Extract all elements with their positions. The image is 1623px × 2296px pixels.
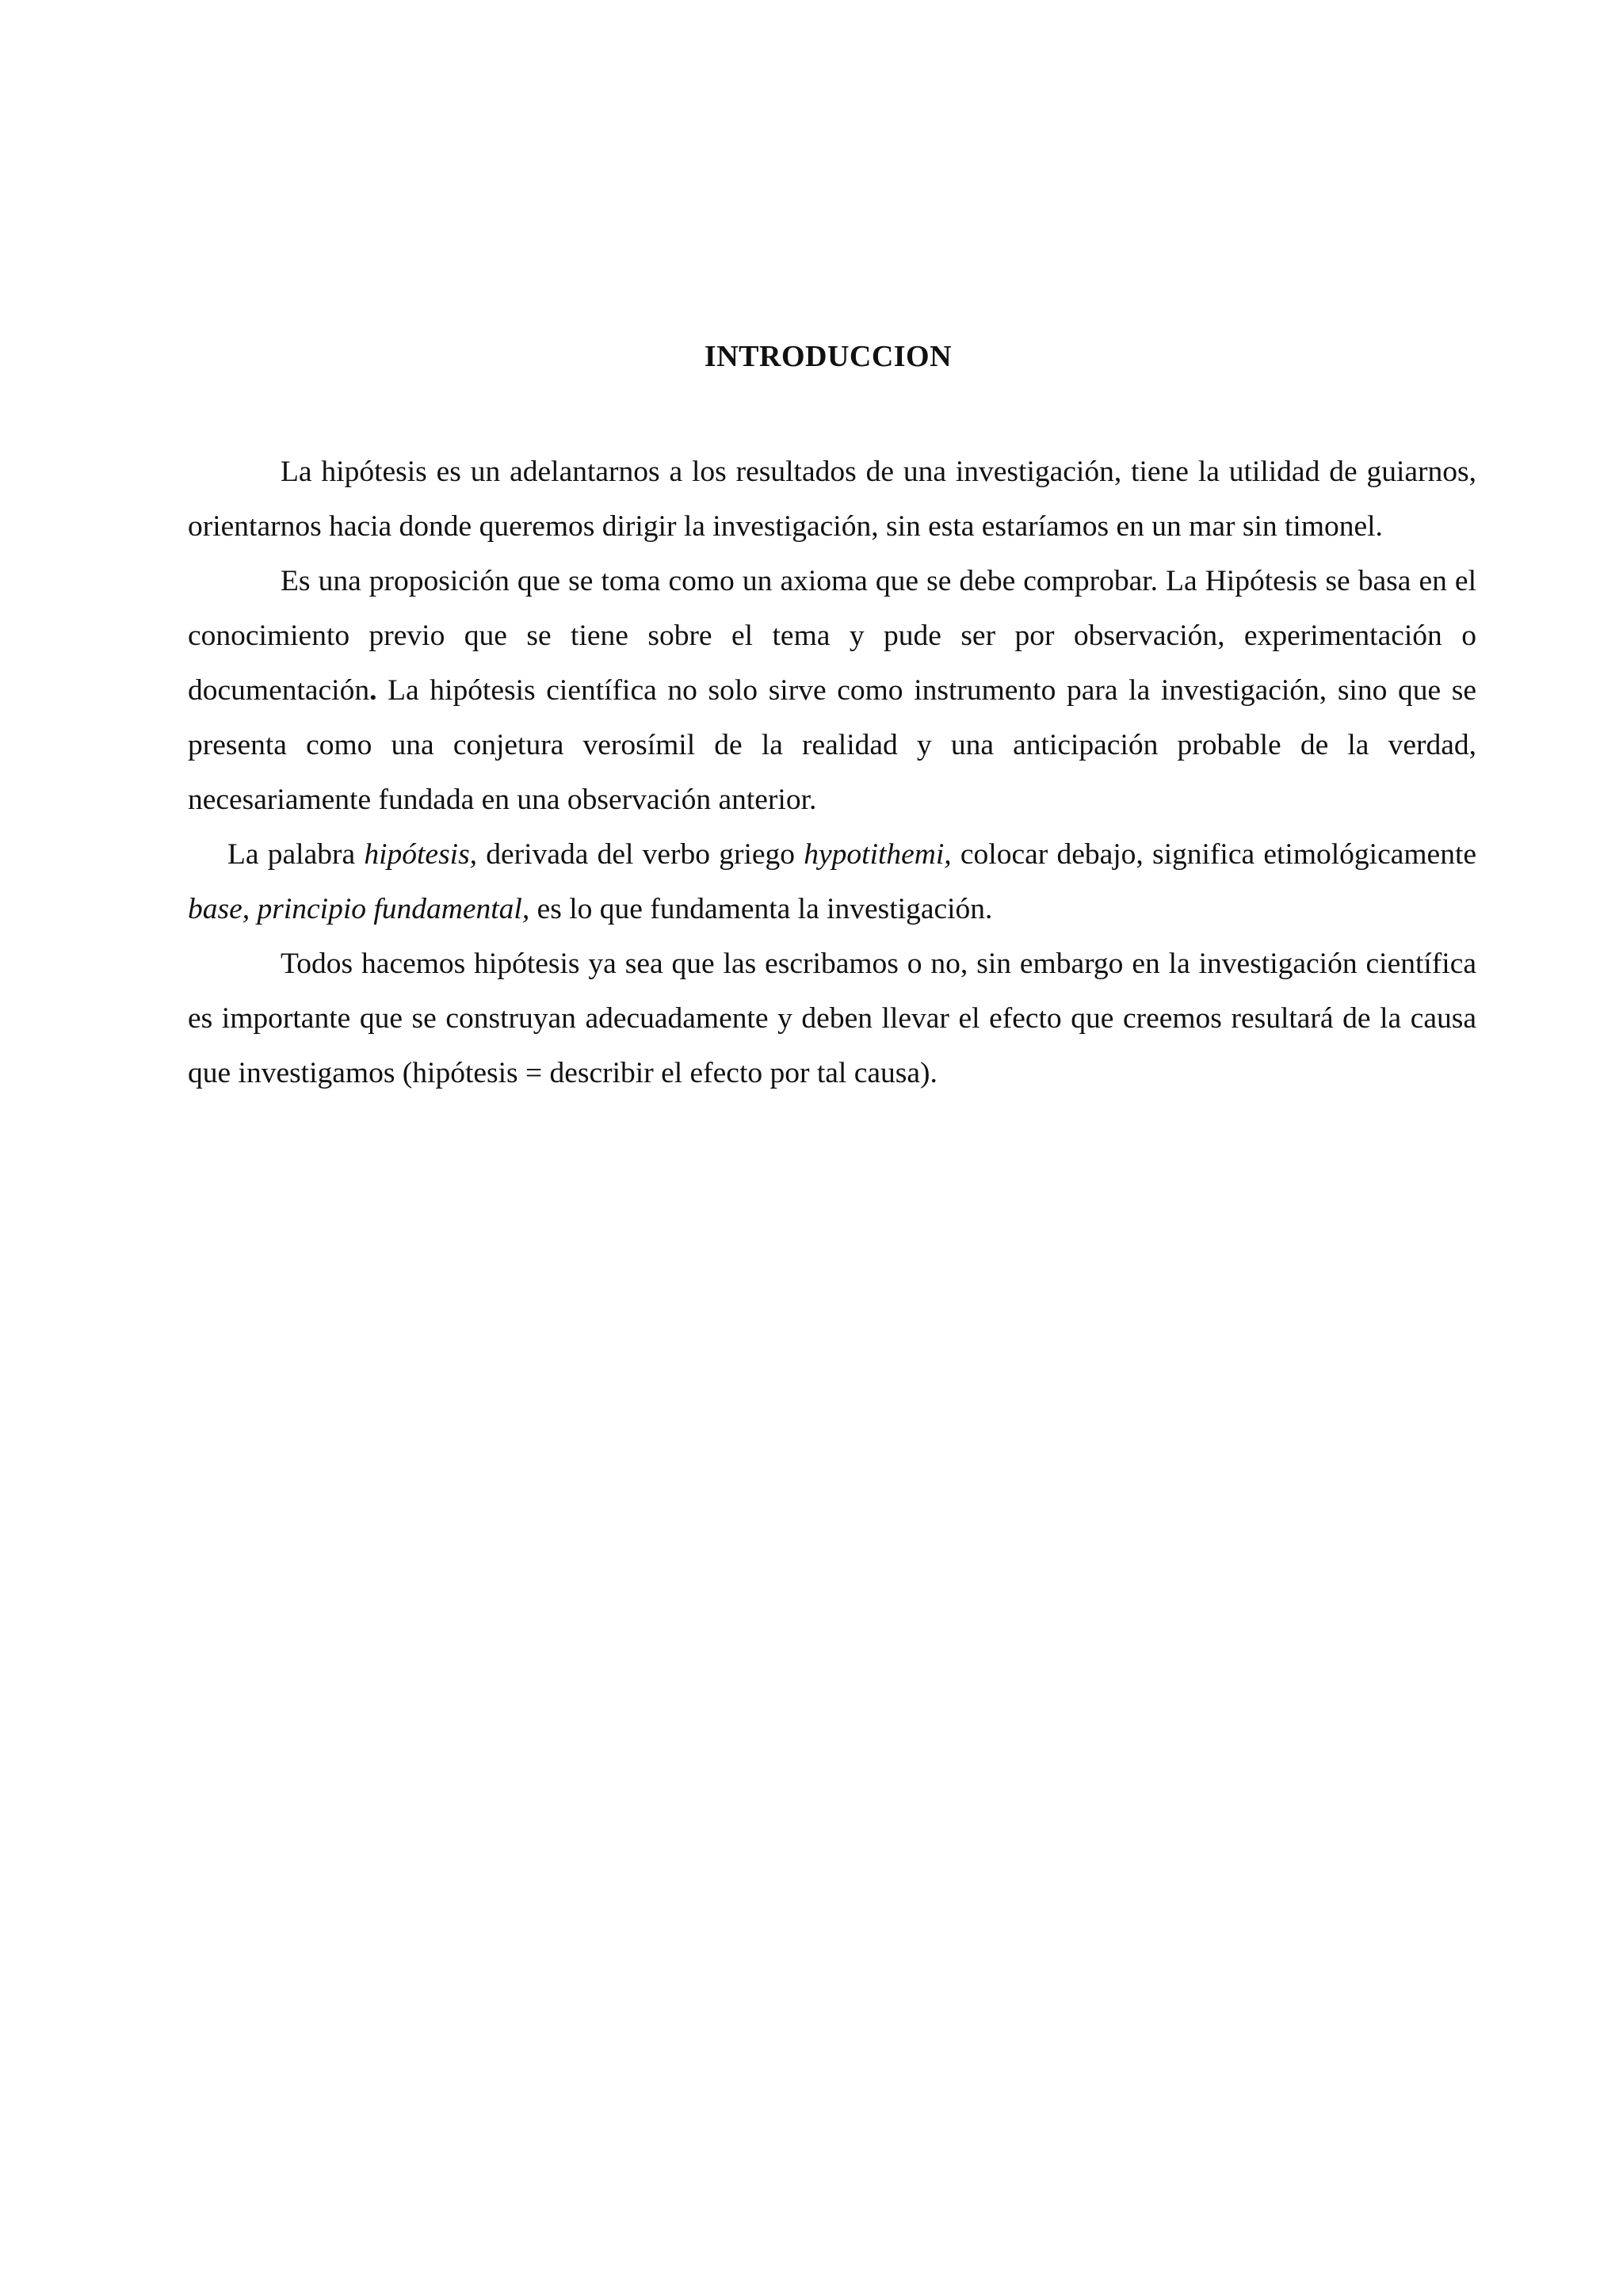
- paragraph-4: Todos hacemos hipótesis ya sea que las escribamos o no, sin embargo en la investigación científica es importante que se construyan adecuadamente y deben llevar el efecto que creemos resultará de la causa que investigamos (hipótesis = describir el efecto por tal causa).: [188, 948, 1476, 1089]
- paragraph-2-bold-period: .: [369, 674, 377, 707]
- document-body: [188, 444, 1476, 1100]
- paragraph-2-part-1: Es una proposición que se toma como un axioma que se debe comprobar. La Hipótesis se basa en el conocimiento previo que se tiene sobre el tema y pude ser por observación, experimentación o documentación: [188, 565, 1476, 707]
- paragraph-2: [188, 554, 1476, 827]
- page-title: INTRODUCCION: [704, 340, 953, 373]
- paragraph-3-text-3: colocar debajo, significa etimológicamente: [951, 838, 1477, 871]
- paragraph-3-text-1: La palabra: [227, 838, 365, 871]
- paragraph-3-italic-hypotithemi: hypotithemi,: [804, 838, 952, 871]
- paragraph-3: [188, 827, 1476, 936]
- paragraph-1: La hipótesis es un adelantarnos a los resultados de una investigación, tiene la utilidad de guiarnos, orientarnos hacia donde queremos dirigir la investigación, sin esta estaríamos en un mar sin timonel.: [188, 456, 1476, 543]
- paragraph-3-text-4: es lo que fundamenta la investigación.: [529, 893, 993, 925]
- paragraph-3-italic-hipotesis: hipótesis,: [364, 838, 478, 871]
- paragraph-3-text-2: derivada del verbo griego: [477, 838, 804, 871]
- paragraph-2-part-2: La hipótesis científica no solo sirve como instrumento para la investigación, sino que se presenta como una conjetura verosímil de la realidad y una anticipación probable de la verdad, necesariamente fundada en una observación anterior.: [188, 674, 1476, 816]
- paragraph-3-italic-base: base, principio fundamental,: [188, 893, 530, 925]
